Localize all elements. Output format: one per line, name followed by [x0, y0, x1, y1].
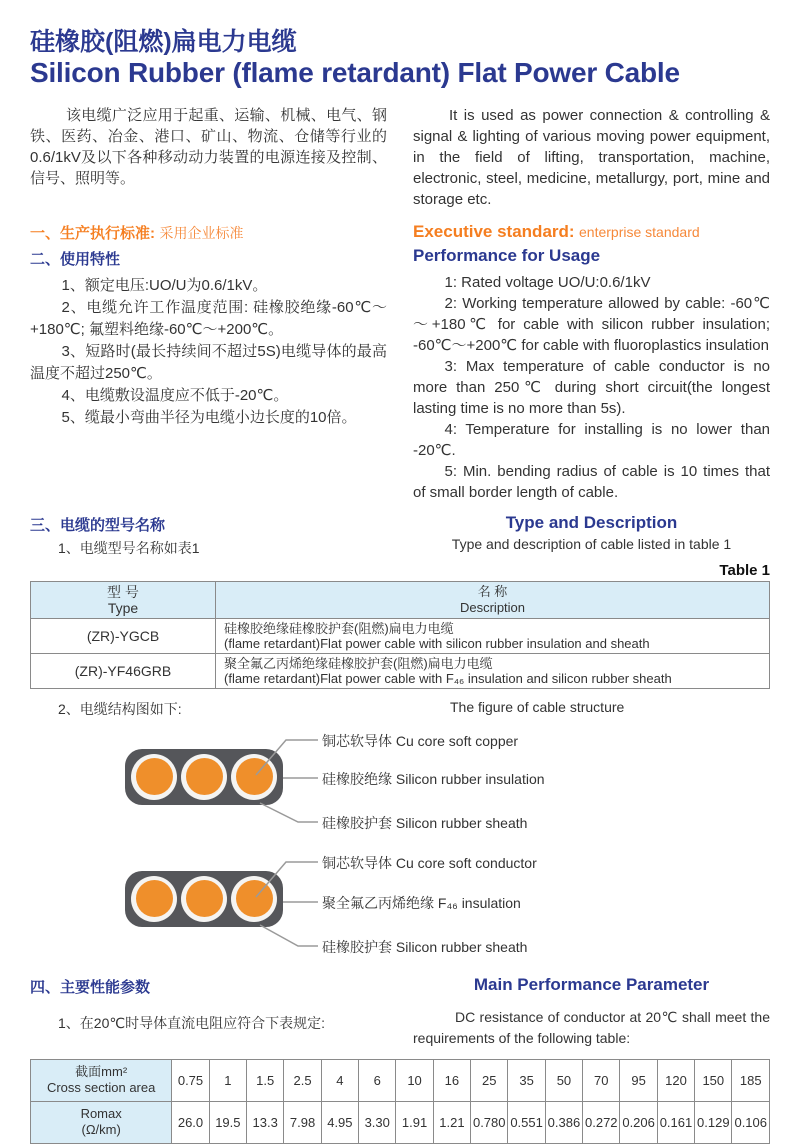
performance-section-row [30, 971, 770, 1049]
executive-standard-line-cn [30, 222, 387, 243]
table-row-romax [31, 1101, 770, 1143]
executive-standard-value-en: enterprise standard [579, 223, 700, 240]
romax-label-line2: (Ω/km) [81, 1122, 121, 1138]
cable-figure-1 [30, 723, 770, 841]
figure-label-conductor: 铜芯软导体 Cu core soft conductor [322, 854, 537, 871]
usage-item-en: 2: Working temperature allowed by cable: -60℃～+180℃ for cable with silicon rubber insulation; -60℃～+200℃ for cable with fluoroplastics insulation [413, 294, 770, 354]
cross-section-value: 1.5 [247, 1059, 284, 1101]
usage-item-cn: 3、短路时(最长持续间不超过5S)电缆导体的最高温度不超过250℃。 [30, 342, 387, 382]
cross-section-label-en: Cross section area [46, 1080, 156, 1096]
cross-section-value: 35 [508, 1059, 545, 1101]
usage-item-cn: 2、电缆允许工作温度范围: 硅橡胶绝缘-60℃～+180℃; 氟塑料绝缘-60℃～+200℃。 [30, 298, 387, 338]
usage-item-en: 5: Min. bending radius of cable is 10 times that of small border length of cable. [413, 462, 770, 501]
header-desc-cn: 名 称 [477, 583, 508, 599]
romax-value: 0.386 [545, 1101, 582, 1143]
cross-section-value: 2.5 [284, 1059, 321, 1101]
type-sub-en: Type and description of cable listed in table 1 [451, 535, 732, 552]
cell-type: (ZR)-YGCB [31, 618, 216, 653]
table1-label: Table 1 [719, 561, 770, 579]
header-type-cn: 型 号 [107, 583, 139, 600]
romax-value: 7.98 [284, 1101, 321, 1143]
page-title-chinese: 硅橡胶(阻燃)扁电力电缆 [30, 28, 297, 56]
romax-value: 4.95 [321, 1101, 358, 1143]
dc-resistance-table [30, 1059, 770, 1144]
desc-en: (flame retardant)Flat power cable with silicon rubber insulation and sheath [224, 635, 650, 651]
cell-type: (ZR)-YF46GRB [31, 653, 216, 688]
figure-label-insulation: 硅橡胶绝缘 Silicon rubber insulation [322, 770, 545, 787]
executive-standard-label-cn: 一、生产执行标准: [30, 224, 155, 242]
cross-section-value: 120 [657, 1059, 694, 1101]
usage-item-en: 3: Max temperature of cable conductor is no more than 250℃ during short circuit(the longest lasting time is no more than 5s). [413, 357, 770, 417]
cross-section-value: 50 [545, 1059, 582, 1101]
cross-section-value: 4 [321, 1059, 358, 1101]
figure-caption-cn: 2、电缆结构图如下: [58, 700, 182, 717]
table-row [31, 653, 770, 688]
usage-item-en: 4: Temperature for installing is no lower than -20℃. [413, 420, 770, 459]
standards-usage-row [30, 222, 770, 503]
romax-value: 19.5 [209, 1101, 246, 1143]
cell-description [216, 653, 770, 688]
figure-caption-en: The figure of cable structure [450, 698, 625, 715]
page-title-english: Silicon Rubber (flame retardant) Flat Power Cable [30, 56, 680, 88]
romax-value: 1.91 [396, 1101, 433, 1143]
romax-value: 13.3 [247, 1101, 284, 1143]
cross-section-label-cn: 截面mm² [75, 1064, 128, 1080]
figure-label-sheath: 硅橡胶护套 Silicon rubber sheath [322, 814, 528, 831]
romax-value: 0.106 [732, 1101, 770, 1143]
usage-item-cn: 1、额定电压:UO/U为0.6/1kV。 [61, 276, 268, 294]
cross-section-value: 1 [209, 1059, 246, 1101]
cross-section-value: 185 [732, 1059, 770, 1101]
performance-title-en: Main Performance Parameter [473, 974, 710, 994]
cross-section-value: 25 [471, 1059, 508, 1101]
table1-header-description [216, 581, 770, 618]
usage-item-en: 1: Rated voltage UO/U:0.6/1kV [444, 273, 651, 291]
usage-items-en [413, 272, 770, 503]
intro-paragraph-en: It is used as power connection & controlling & signal & lighting of various moving power equipment, in the field of lifting, transportation, machine, electronic, steel, medicine, metallurgy, port, mine and storage etc. [413, 106, 770, 208]
cross-section-value: 70 [583, 1059, 620, 1101]
figure-caption-row [30, 699, 770, 719]
table-row [31, 618, 770, 653]
cross-section-value: 0.75 [172, 1059, 209, 1101]
romax-value: 0.272 [583, 1101, 620, 1143]
romax-value: 26.0 [172, 1101, 209, 1143]
type-section-row [30, 509, 770, 558]
intro-row [30, 105, 770, 210]
table-row-cross-section [31, 1059, 770, 1101]
usage-item-cn: 5、缆最小弯曲半径为电缆小边长度的10倍。 [61, 408, 357, 426]
type-title-en: Type and Description [505, 512, 678, 532]
header-type-en: Type [107, 599, 139, 616]
executive-standard-label-en: Executive standard: [413, 221, 575, 241]
romax-value: 0.206 [620, 1101, 657, 1143]
desc-cn: 聚全氟乙丙烯绝缘硅橡胶护套(阻燃)扁电力电缆 [224, 655, 493, 671]
performance-title-cn: 四、主要性能参数 [30, 978, 151, 996]
desc-en: (flame retardant)Flat power cable with F₄₆ insulation and silicon rubber sheath [224, 670, 672, 686]
usage-items-cn [30, 275, 387, 429]
performance-sub-en: DC resistance of conductor at 20℃ shall meet the requirements of the following table: [413, 1008, 770, 1046]
executive-standard-value-cn: 采用企业标准 [159, 224, 244, 241]
table-header-row [31, 581, 770, 618]
romax-value: 0.551 [508, 1101, 545, 1143]
type-title-cn: 三、电缆的型号名称 [30, 516, 166, 534]
cross-section-value: 16 [433, 1059, 470, 1101]
performance-sub-cn: 1、在20℃时导体直流电阻应符合下表规定: [58, 1014, 325, 1031]
romax-value: 0.780 [471, 1101, 508, 1143]
romax-value: 3.30 [359, 1101, 396, 1143]
usage-title-en: Performance for Usage [413, 245, 601, 265]
cross-section-value: 95 [620, 1059, 657, 1101]
executive-standard-line-en [413, 222, 770, 242]
table1-header-type [31, 581, 216, 618]
cross-section-value: 10 [396, 1059, 433, 1101]
cell-description [216, 618, 770, 653]
usage-title-cn: 二、使用特性 [30, 250, 121, 268]
cross-section-label [31, 1059, 172, 1101]
figure-label-sheath: 硅橡胶护套 Silicon rubber sheath [322, 938, 528, 955]
cross-section-value: 150 [695, 1059, 732, 1101]
romax-label-line1: Romax [80, 1106, 122, 1122]
type-description-table [30, 581, 770, 689]
romax-value: 1.21 [433, 1101, 470, 1143]
desc-cn: 硅橡胶绝缘硅橡胶护套(阻燃)扁电力电缆 [224, 620, 454, 636]
cross-section-value: 6 [359, 1059, 396, 1101]
header-desc-en: Description [459, 599, 526, 615]
cable-figure-2 [30, 845, 770, 963]
romax-value: 0.161 [657, 1101, 694, 1143]
usage-item-cn: 4、电缆敷设温度应不低于-20℃。 [61, 386, 289, 404]
type-sub-cn: 1、电缆型号名称如表1 [58, 539, 200, 556]
figure-label-insulation: 聚全氟乙丙烯绝缘 F₄₆ insulation [322, 894, 521, 911]
romax-label [31, 1101, 172, 1143]
romax-value: 0.129 [695, 1101, 732, 1143]
intro-paragraph-cn: 该电缆广泛应用于起重、运输、机械、电气、钢铁、医药、冶金、港口、矿山、物流、仓储等行业的0.6/1kV及以下各种移动动力装置的电源连接及控制、信号、照明等。 [30, 106, 387, 187]
figure-label-conductor: 铜芯软导体 Cu core soft copper [322, 732, 519, 749]
